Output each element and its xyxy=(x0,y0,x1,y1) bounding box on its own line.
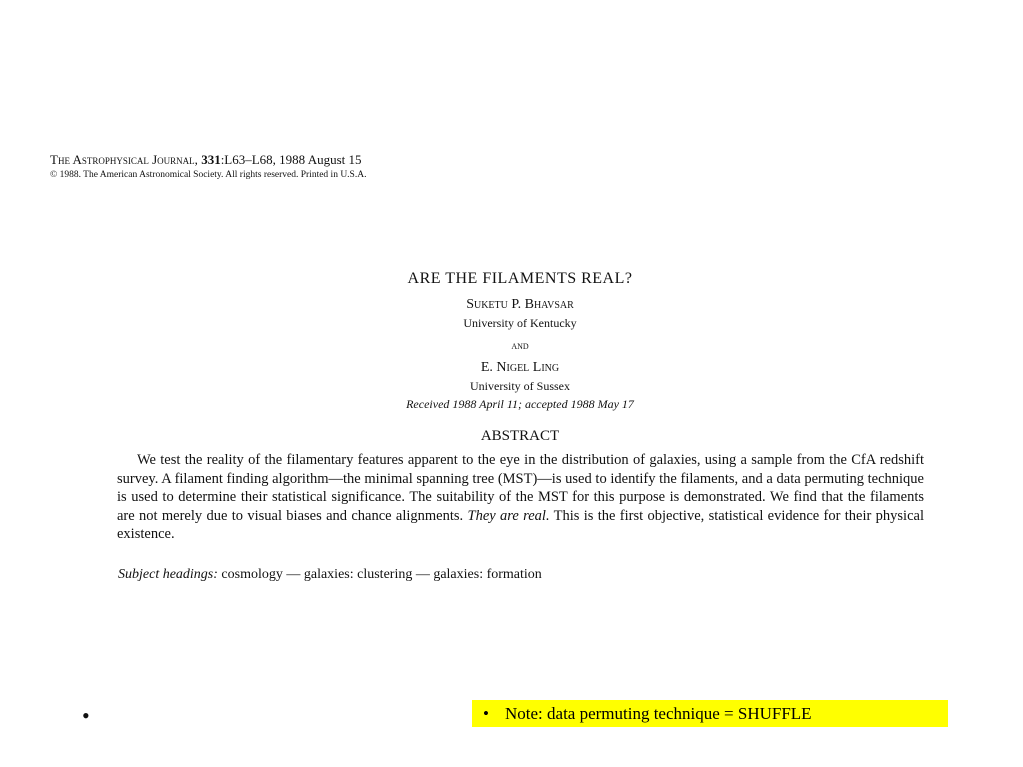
author-2: E. Nigel Ling xyxy=(480,360,560,375)
affiliation-2: University of Sussex xyxy=(470,379,570,393)
bullet-point: • xyxy=(82,703,90,728)
affiliation-1: University of Kentucky xyxy=(463,316,577,330)
subject-headings xyxy=(118,567,542,583)
abstract-body xyxy=(117,451,924,544)
journal-citation xyxy=(50,152,366,168)
note-highlight-box xyxy=(472,700,948,727)
journal-header xyxy=(50,152,366,182)
received-date: Received 1988 April 11; accepted 1988 May 17 xyxy=(406,397,634,411)
journal-name: The Astrophysical Journal, xyxy=(50,152,198,167)
subject-headings-text: cosmology — galaxies: clustering — galaxies: formation xyxy=(221,567,542,582)
author-1: Suketu P. Bhavsar xyxy=(466,297,574,312)
abstract-text-part2: This is the first objective, statistical evidence for their physical existence. xyxy=(117,507,924,542)
note-text: Note: data permuting technique = SHUFFLE xyxy=(505,704,812,723)
abstract-emphasis: They are real. xyxy=(467,507,550,524)
copyright-notice: © 1988. The American Astronomical Society. All rights reserved. Printed in U.S.A. xyxy=(50,170,367,180)
subject-headings-label: Subject headings: xyxy=(118,567,218,582)
journal-pages-date: :L63–L68, 1988 August 15 xyxy=(220,152,362,167)
author-separator: and xyxy=(511,340,529,352)
note-bullet: • xyxy=(483,704,489,723)
abstract-heading: ABSTRACT xyxy=(480,428,560,444)
journal-volume: 331 xyxy=(201,152,221,167)
paper-title: ARE THE FILAMENTS REAL? xyxy=(407,270,633,287)
abstract-text-part1: We test the reality of the filamentary features apparent to the eye in the distribution of galaxies, using a sample from the CfA redshift survey. A filament finding algorithm—the minimal spanning tree (MST)—is used to identify the filaments, and a data permuting technique is used to determine their statistical significance. The suitability of the MST for this purpose is demonstrated. We find that the filaments are not merely due to visual biases and chance alignments. xyxy=(117,452,924,524)
